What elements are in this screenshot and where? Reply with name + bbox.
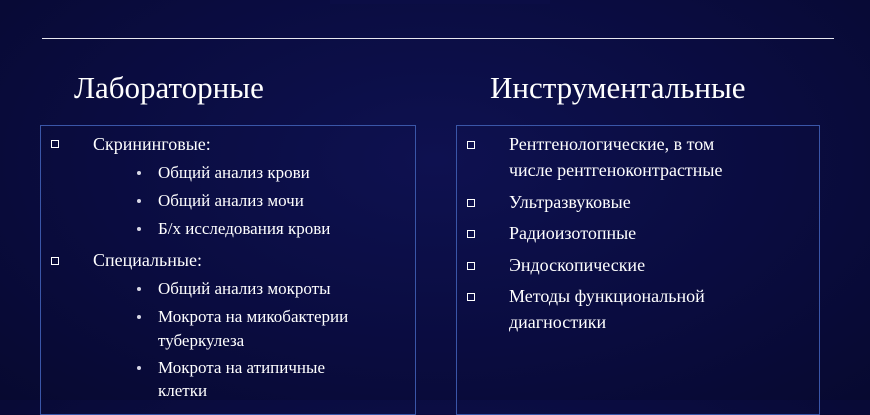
list-item-continuation: клетки	[158, 381, 208, 400]
dot-bullet-icon	[137, 171, 141, 175]
list-item: Рентгенологические, в том	[509, 134, 715, 154]
dot-bullet-icon	[137, 227, 141, 231]
list-item: Радиоизотопные	[509, 223, 637, 243]
list-item-continuation: туберкулеза	[158, 331, 245, 350]
list-item: Общий анализ мочи	[158, 191, 304, 210]
list-item-continuation: числе рентгеноконтрастные	[509, 160, 723, 180]
title-remnant	[330, 0, 550, 4]
list-item: Б/х исследования крови	[158, 219, 331, 238]
list-item: Ультразвуковые	[509, 192, 631, 212]
list-item: Общий анализ крови	[158, 163, 310, 182]
square-bullet-icon	[51, 257, 59, 265]
square-bullet-icon	[467, 293, 475, 301]
square-bullet-icon	[51, 140, 59, 148]
list-item: Эндоскопические	[509, 255, 646, 275]
list-item: Методы функциональной	[509, 286, 705, 306]
list-item: Мокрота на атипичные	[158, 358, 325, 377]
group-label-screening: Скрининговые:	[93, 134, 211, 154]
dot-bullet-icon	[137, 199, 141, 203]
square-bullet-icon	[467, 141, 475, 149]
title-divider	[42, 38, 834, 39]
square-bullet-icon	[467, 230, 475, 238]
group-label-special: Специальные:	[93, 250, 202, 270]
dot-bullet-icon	[137, 315, 141, 319]
column-title-instrumental: Инструментальные	[490, 70, 746, 105]
list-item: Мокрота на микобактерии	[158, 307, 349, 326]
square-bullet-icon	[467, 262, 475, 270]
dot-bullet-icon	[137, 287, 141, 291]
square-bullet-icon	[467, 199, 475, 207]
list-item: Общий анализ мокроты	[158, 279, 331, 298]
list-item-continuation: диагностики	[509, 312, 607, 332]
dot-bullet-icon	[137, 366, 141, 370]
column-title-laboratory: Лабораторные	[74, 70, 264, 105]
